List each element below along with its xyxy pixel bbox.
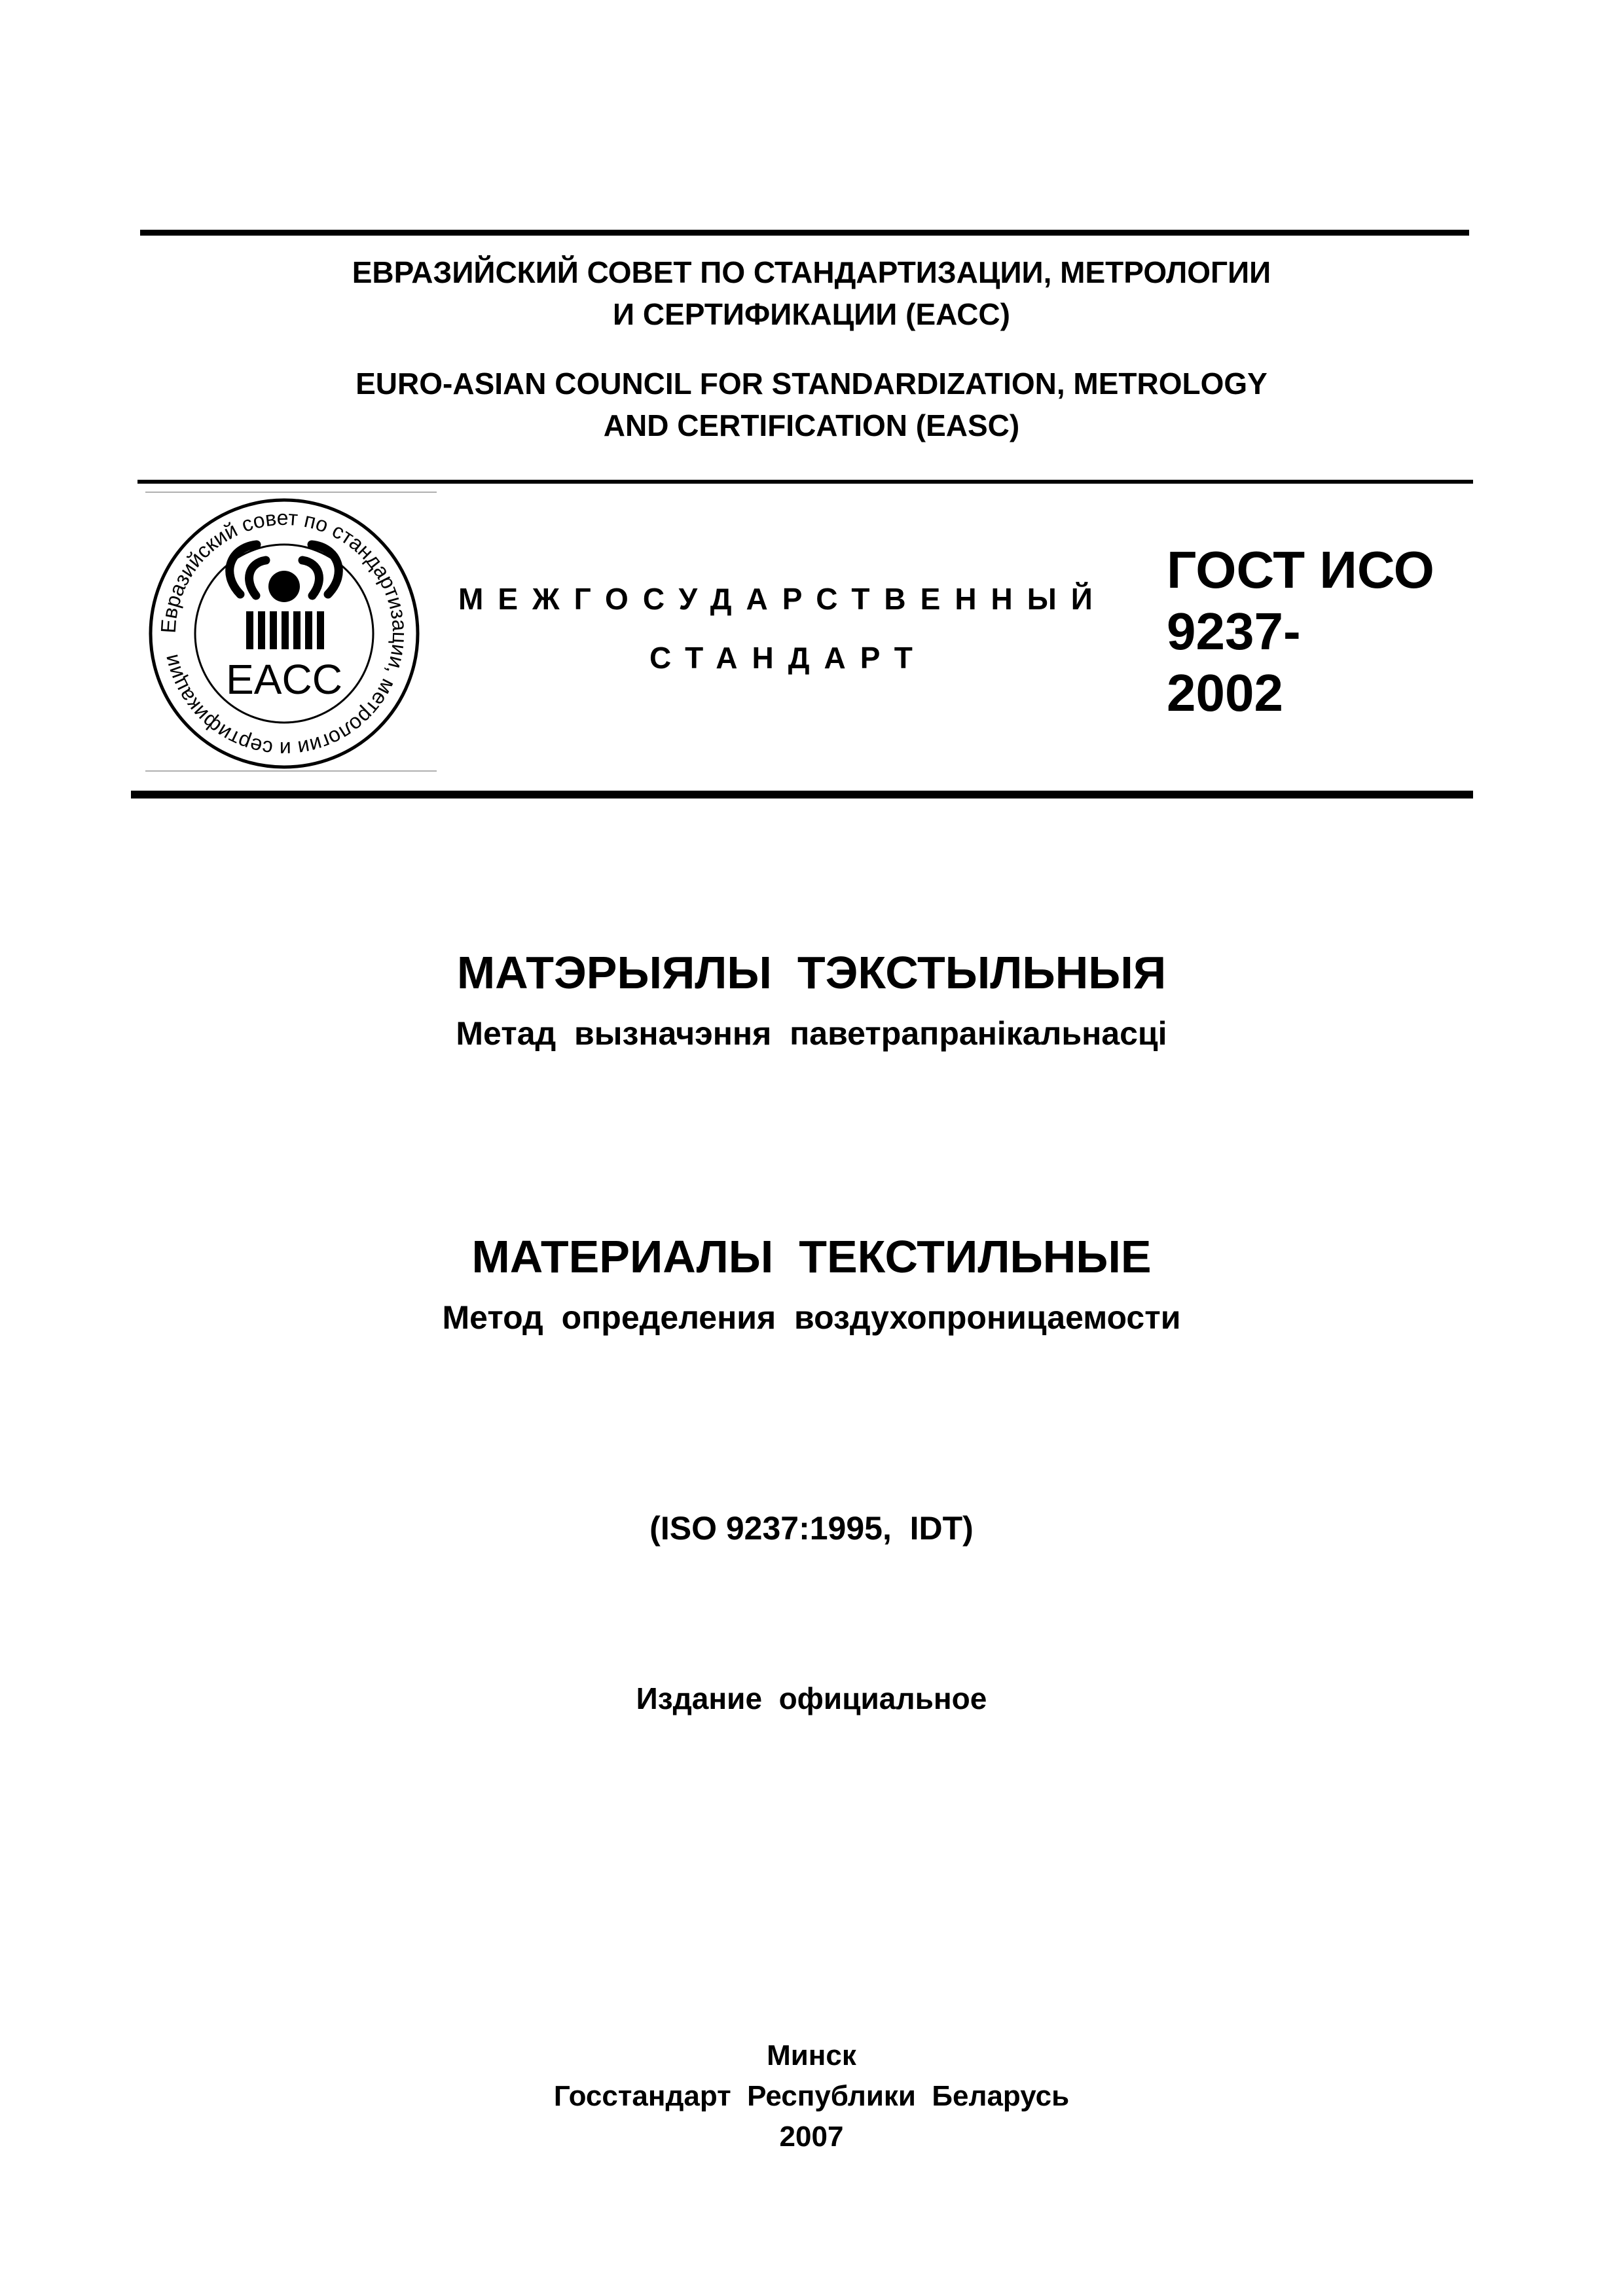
iso-reference: (ISO 9237:1995, IDT) [649, 1510, 974, 1547]
title-ru-main: МАТЕРИАЛЫ ТЕКСТИЛЬНЫЕ [471, 1231, 1152, 1282]
seal-abbreviation: EACC [226, 656, 342, 703]
logo-frame-top-line [145, 492, 437, 493]
designation-line1: ГОСТ ИСО [1167, 541, 1434, 599]
council-name-en [0, 363, 1623, 446]
imprint-publisher: Госстандарт Республики Беларусь [553, 2080, 1070, 2112]
standard-designation [1167, 539, 1434, 724]
council-name-en-line1: EURO-ASIAN COUNCIL FOR STANDARDIZATION, METROLOGY [356, 367, 1267, 401]
standard-type-line1: МЕЖГОСУДАРСТВЕННЫЙ [458, 582, 1107, 616]
block-bottom-rule [131, 791, 1473, 798]
top-rule [140, 230, 1469, 236]
title-by-main: МАТЭРЫЯЛЫ ТЭКСТЫЛЬНЫЯ [456, 947, 1167, 998]
seal-ring-text: Евразийский совет по стандартизации, метрологии и сертификации [156, 505, 412, 762]
easc-seal-logo [147, 496, 422, 771]
council-name-ru [0, 251, 1623, 335]
council-name-ru-line2: И СЕРТИФИКАЦИИ (ЕАСС) [613, 297, 1010, 331]
council-name-en-line2: AND CERTIFICATION (EASC) [603, 408, 1020, 442]
designation-line3: 2002 [1167, 664, 1283, 722]
imprint-year: 2007 [779, 2121, 844, 2153]
imprint [0, 2036, 1623, 2157]
imprint-city: Минск [767, 2039, 856, 2072]
header-rule [137, 480, 1473, 484]
standard-type-line2: СТАНДАРТ [649, 641, 927, 675]
seal-emblem-dot [268, 571, 300, 602]
seal-emblem-columns [246, 611, 324, 649]
council-name-ru-line1: ЕВРАЗИЙСКИЙ СОВЕТ ПО СТАНДАРТИЗАЦИИ, МЕТРОЛОГИИ [352, 255, 1271, 289]
edition-label: Издание официальное [636, 1681, 987, 1715]
title-by-subtitle: Метад вызначэння паветрапранікальнасці [456, 1015, 1167, 1052]
designation-line2: 9237- [1167, 602, 1301, 660]
title-ru-subtitle: Метод определения воздухопроницаемости [442, 1299, 1181, 1336]
